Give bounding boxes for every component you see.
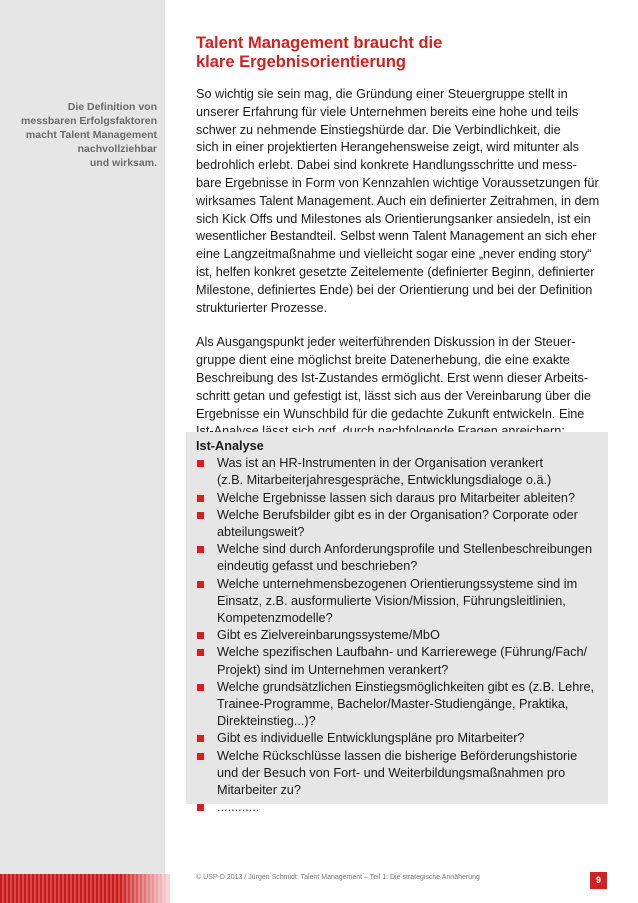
text-line: schritt getan und gefestigt ist, lässt sich aus der Vereinbarung über die	[196, 388, 591, 403]
text-line: unserer Erfahrung für viele Unternehmen bereits eine hohe und teils	[196, 104, 579, 119]
square-bullet-icon	[197, 632, 204, 639]
text-line: sich in einer projektierten Herangehensweise zeigt, wird mitunter als	[196, 140, 579, 155]
footer-copyright: © USP-D 2013 / Jürgen Schmidt: Talent Management – Teil 1: Die strategische Annäherung	[196, 874, 480, 881]
list-item	[196, 730, 598, 747]
item-line: Gibt es individuelle Entwicklungspläne pro Mitarbeiter?	[217, 731, 525, 746]
list-item	[196, 507, 598, 541]
ist-analyse-box	[186, 432, 608, 815]
square-bullet-icon	[197, 581, 204, 588]
caption-line: nachvollziehbar	[77, 143, 157, 155]
item-line: ............	[217, 800, 260, 815]
page-title	[196, 34, 608, 72]
square-bullet-icon	[197, 460, 204, 467]
text-line: schwer zu nehmende Einstiegshürde dar. Die Verbindlichkeit, die	[196, 122, 561, 137]
footer-stripe-fade	[120, 874, 180, 903]
list-item	[196, 748, 598, 800]
item-line: Welche spezifischen Laufbahn- und Karrierewege (Führung/Fach/	[217, 645, 588, 660]
item-line: und der Besuch von Fort- und Weiterbildungsmaßnahmen pro	[217, 765, 566, 780]
text-line: Als Ausgangspunkt jeder weiterführenden Diskussion in der Steuer-	[196, 335, 576, 350]
item-line: abteilungsweit?	[217, 525, 305, 540]
text-line: sich Kick Offs und Milestones als Orientierungsanker ansiedeln, ist ein	[196, 211, 591, 226]
text-line: Beschreibung des Ist-Zustandes ermöglicht. Erst wenn dieser Arbeits-	[196, 370, 589, 385]
item-line: Kompetenzmodelle?	[217, 611, 333, 626]
caption-line: messbaren Erfolgsfaktoren	[21, 115, 157, 127]
item-line: Projekt) sind im Unternehmen verankert?	[217, 662, 449, 677]
item-line: Welche Berufsbilder gibt es in der Organisation? Corporate oder	[217, 507, 578, 522]
text-line: So wichtig sie sein mag, die Gründung einer Steuergruppe stellt in	[196, 87, 568, 101]
item-line: Was ist an HR-Instrumenten in der Organisation verankert	[217, 456, 544, 471]
text-line: wirksames Talent Management. Auch ein definierter Zeitrahmen, in dem	[196, 193, 600, 208]
paragraph-2	[196, 334, 608, 441]
text-line: Milestone, definiertes Ende) bei der Orientierung und bei der Definition	[196, 282, 593, 297]
list-item	[196, 541, 598, 575]
item-line: Welche grundsätzlichen Einstiegsmöglichkeiten gibt es (z.B. Lehre,	[217, 679, 595, 694]
square-bullet-icon	[197, 495, 204, 502]
item-line: Einsatz, z.B. ausformulierte Vision/Mission, Führungsleitlinien,	[217, 593, 566, 608]
item-line: Welche Rückschlüsse lassen die bisherige Beförderungshistorie	[217, 748, 578, 763]
ist-analyse-title: Ist-Analyse	[196, 439, 264, 453]
square-bullet-icon	[197, 735, 204, 742]
square-bullet-icon	[197, 512, 204, 519]
main-content	[196, 34, 608, 441]
page-number-badge: 9	[590, 872, 607, 889]
sidebar-caption	[4, 100, 157, 170]
item-line: Welche sind durch Anforderungsprofile und Stellenbeschreibungen	[217, 542, 592, 557]
list-item	[196, 576, 598, 628]
caption-line: Die Definition von	[67, 101, 157, 113]
item-line: Trainee-Programme, Bachelor/Master-Studiengänge, Praktika,	[217, 697, 569, 712]
caption-line: macht Talent Management	[25, 129, 157, 141]
square-bullet-icon	[197, 649, 204, 656]
item-line: eindeutig gefasst und beschrieben?	[217, 559, 418, 574]
text-line: ist, helfen konkret gesetzte Zeitelemente (definierter Beginn, definierter	[196, 264, 595, 279]
list-item	[196, 490, 598, 507]
square-bullet-icon	[197, 753, 204, 760]
list-item	[196, 679, 598, 731]
sidebar	[0, 0, 165, 903]
list-item	[196, 644, 598, 678]
list-item	[196, 799, 598, 816]
item-line: Welche unternehmensbezogenen Orientierungssysteme sind im	[217, 576, 578, 591]
list-item	[196, 627, 598, 644]
item-line: Direkteinstieg...)?	[217, 714, 316, 729]
text-line: Ergebnisse ein Wunschbild für die gedachte Zukunft entwickeln. Eine	[196, 406, 585, 421]
item-line: Mitarbeiter zu?	[217, 783, 301, 798]
list-item	[196, 455, 598, 489]
item-line: Welche Ergebnisse lassen sich daraus pro Mitarbeiter ableiten?	[217, 490, 576, 505]
text-line: wesentlicher Bestandteil. Selbst wenn Talent Management an sich eher	[196, 229, 597, 244]
paragraph-1	[196, 86, 608, 317]
title-line: Talent Management braucht die	[196, 34, 443, 52]
item-line: Gibt es Zielvereinbarungssysteme/MbO	[217, 628, 440, 643]
text-line: bare Ergebnisse in Form von Kennzahlen wichtige Voraussetzungen für	[196, 175, 599, 190]
text-line: bedrohlich erlebt. Dabei sind konkrete Handlungsschritte und mess-	[196, 158, 577, 173]
title-line: klare Ergebnisorientierung	[196, 53, 406, 71]
text-line: eine Langzeitmaßnahme und vielleicht sogar eine „never ending story“	[196, 247, 592, 262]
item-line: (z.B. Mitarbeiterjahresgespräche, Entwicklungsdialoge o.ä.)	[217, 473, 552, 488]
question-list	[196, 455, 598, 816]
text-line: gruppe dient eine möglichst breite Datenerhebung, die eine exakte	[196, 353, 570, 368]
text-line: strukturierter Prozesse.	[196, 300, 328, 315]
caption-line: und wirksam.	[89, 157, 157, 169]
square-bullet-icon	[197, 546, 204, 553]
square-bullet-icon	[197, 804, 204, 811]
square-bullet-icon	[197, 684, 204, 691]
